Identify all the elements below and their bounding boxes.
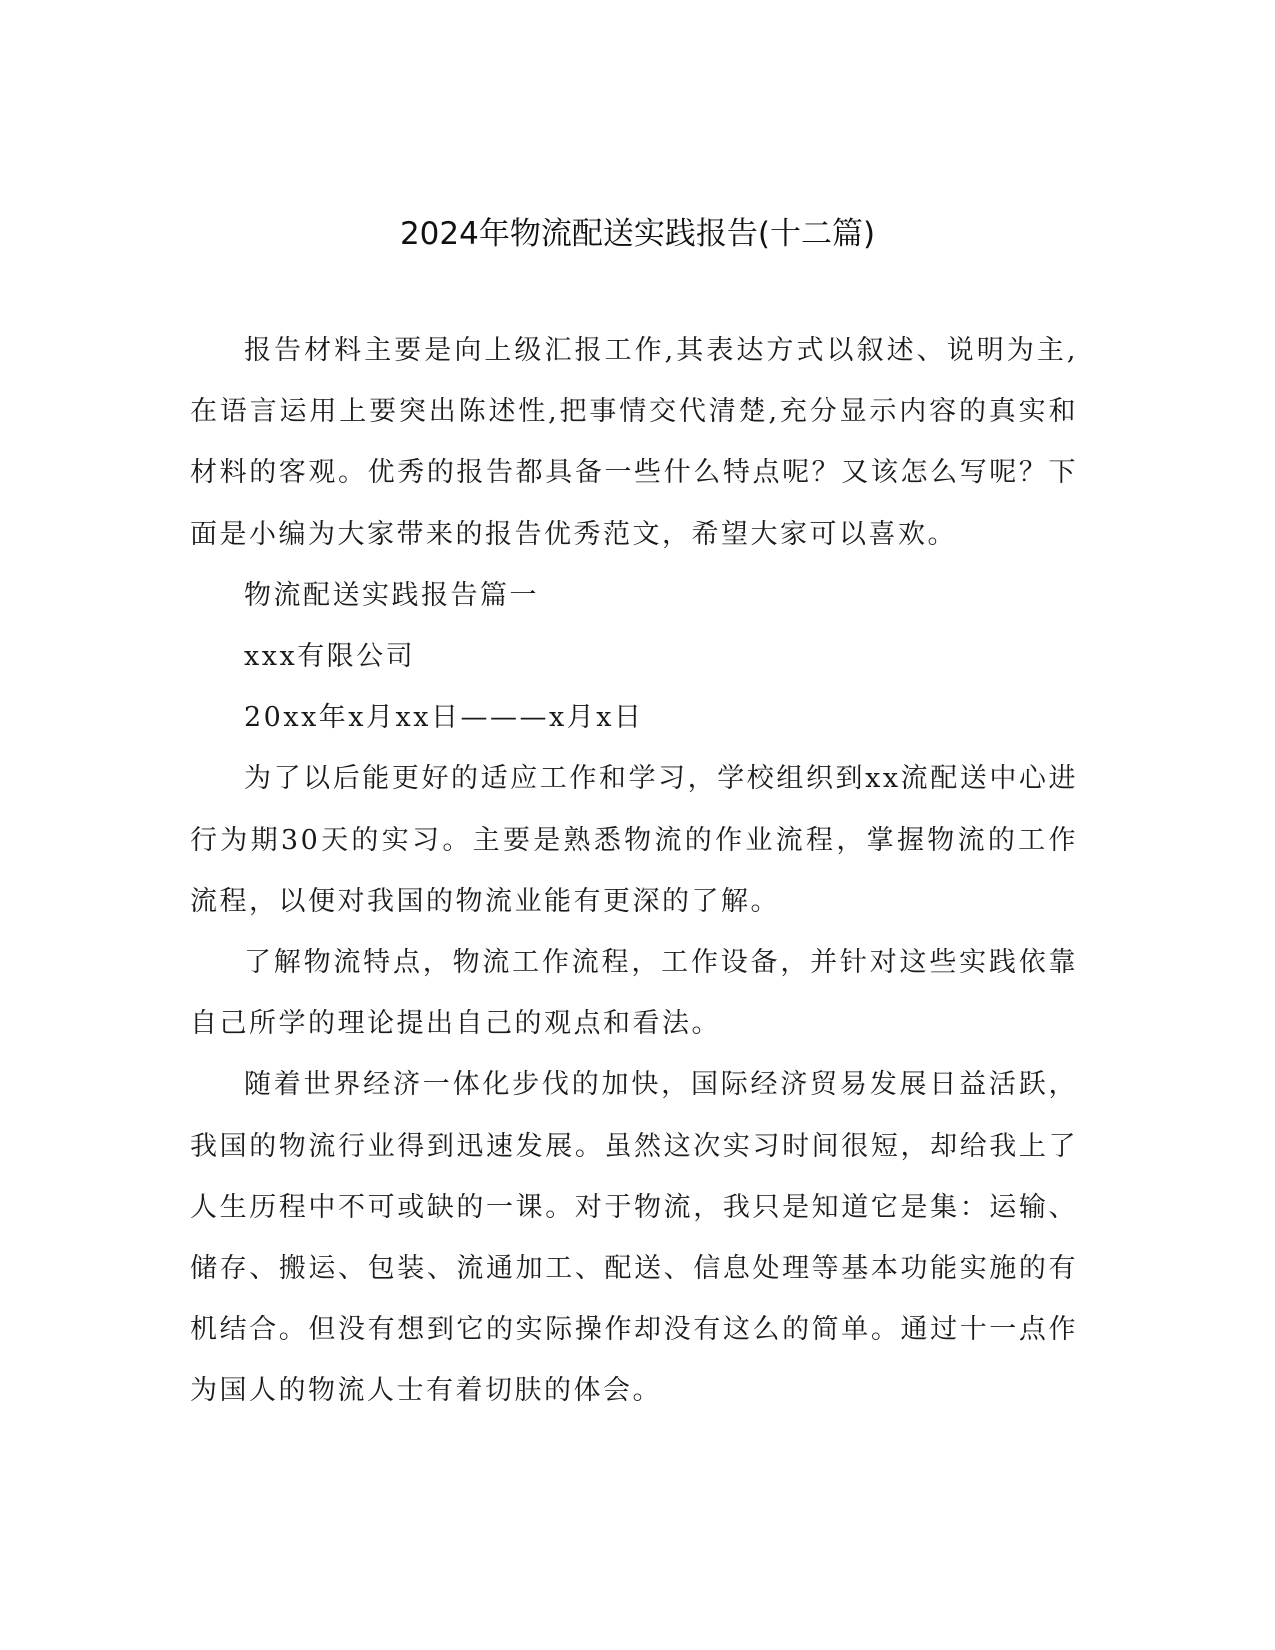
paragraph-goal: 了解物流特点，物流工作流程，工作设备，并针对这些实践依靠自己所学的理论提出自己的观点和看法。 bbox=[190, 947, 1078, 1040]
document-title: 2024年物流配送实践报告(十二篇) bbox=[399, 216, 876, 252]
paragraph-purpose: 为了以后能更好的适应工作和学习，学校组织到xx流配送中心进行为期30天的实习。主要是熟悉物流的作业流程，掌握物流的工作流程，以便对我国的物流业能有更深的了解。 bbox=[190, 763, 1078, 917]
paragraph-experience: 随着世界经济一体化步伐的加快，国际经济贸易发展日益活跃，我国的物流行业得到迅速发展。虽然这次实习时间很短，却给我上了人生历程中不可或缺的一课。对于物流，我只是知道它是集：运输、储存、搬运、包装、流通加工、配送、信息处理等基本功能实施的有机结合。但没有想到它的实际操作却没有这么的简单。通过十一点作为国人的物流人士有着切肤的体会。 bbox=[190, 1069, 1078, 1407]
paragraph-date-range: 20xx年x月xx日———x月x日 bbox=[244, 702, 644, 734]
paragraph-company: xxx有限公司 bbox=[244, 641, 416, 673]
paragraph-section-heading: 物流配送实践报告篇一 bbox=[244, 579, 539, 611]
paragraph-intro: 报告材料主要是向上级汇报工作,其表达方式以叙述、说明为主,在语言运用上要突出陈述性,把事情交代清楚,充分显示内容的真实和材料的客观。优秀的报告都具备一些什么特点呢？又该怎么写呢？下面是小编为大家带来的报告优秀范文，希望大家可以喜欢。 bbox=[190, 335, 1078, 550]
document-body bbox=[190, 320, 1078, 1422]
